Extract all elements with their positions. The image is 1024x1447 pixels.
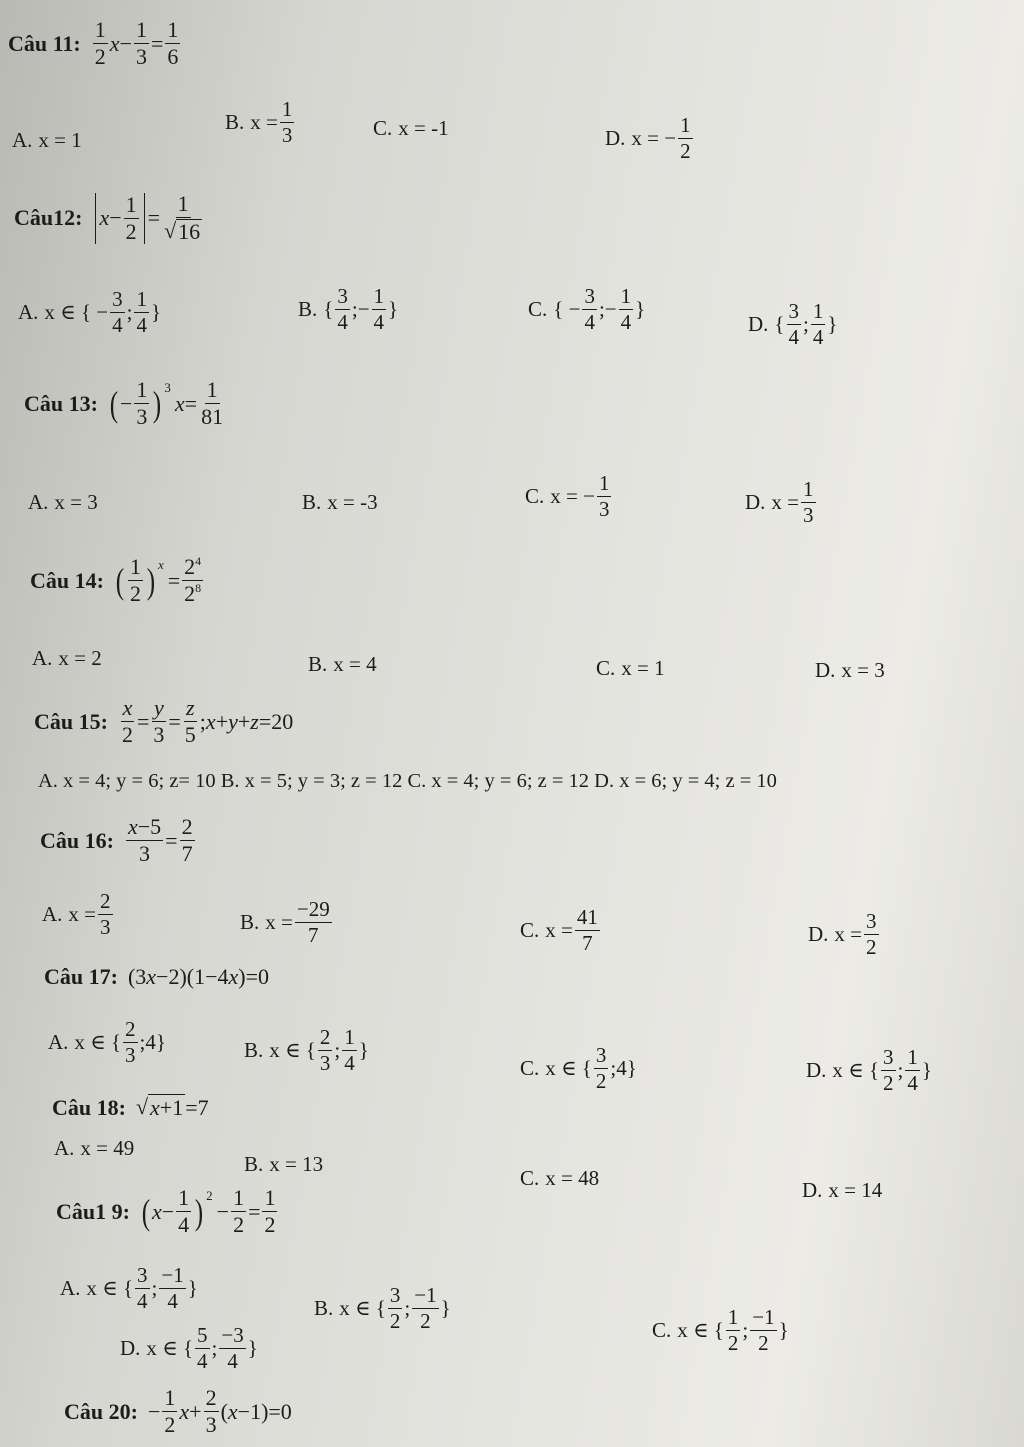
option-a: A. x = 1 xyxy=(12,128,82,152)
option-b: B. x ∈ { $\frac{3}{2}$ ; $\frac{-1}{2}$ } xyxy=(314,1283,451,1334)
option-d: D. x ∈ { $\frac{5}{4}$ ; $\frac{-3}{4}$ } xyxy=(120,1323,258,1374)
option-a: A. x = 49 xyxy=(54,1136,135,1160)
question-16: Câu 16: $\frac{x-5}{3}$ = $\frac{2}{7}$ xyxy=(40,814,193,867)
option-c: C. x ∈ { $\frac{1}{2}$ ; $\frac{-1}{2}$ } xyxy=(652,1305,789,1356)
option-b: B. x = $\frac{1}{3}$ xyxy=(225,97,293,148)
question-17: Câu 17: (3 x −2)(1−4 x )=0 xyxy=(44,964,270,989)
option-b: B. x = $\frac{-29}{7}$ xyxy=(240,897,330,948)
option-a: A. x = 2 xyxy=(32,646,102,670)
option-b: B. x = -3 xyxy=(302,490,378,514)
question-label: Câu1 9: xyxy=(56,1198,130,1224)
option-c: C. x = -1 xyxy=(373,116,449,140)
question-20: Câu 20: − $\frac{1}{2}$ x + $\frac{2}{3}$ ( x −1)=0 xyxy=(64,1385,292,1438)
option-d: D. x = − $\frac{1}{2}$ xyxy=(605,113,691,164)
question-label: Câu 13: xyxy=(24,390,98,416)
options-line-15: A. x = 4; y = 6; z= 10 B. x = 5; y = 3; z = 12 C. x = 4; y = 6; z = 12 D. x = 6; y = 4; z = 10 xyxy=(38,770,777,792)
option-c: C. x = 48 xyxy=(520,1166,600,1190)
option-d: D. x = $\frac{1}{3}$ xyxy=(745,477,814,528)
question-label: Câu 20: xyxy=(64,1398,138,1424)
option-a: A. x ∈ { $\frac{2}{3}$ ;4} xyxy=(48,1017,166,1068)
option-b: B. x = 4 xyxy=(308,652,377,676)
option-a: A. x = 3 xyxy=(28,490,98,514)
option-b: B. x ∈ { $\frac{2}{3}$ ; $\frac{1}{4}$ } xyxy=(244,1025,369,1076)
question-11: Câu 11: $\frac{1}{2}$ x − $\frac{1}{3}$ = $\frac{1}{6}$ xyxy=(8,17,179,70)
question-label: Câu 16: xyxy=(40,827,114,853)
question-label: Câu12: xyxy=(14,205,83,231)
option-d: D. x = $\frac{3}{2}$ xyxy=(808,909,877,960)
option-a: A. x ∈ { $\frac{3}{4}$ ; $\frac{-1}{4}$ } xyxy=(60,1263,198,1314)
option-d: D. x = 14 xyxy=(802,1178,883,1202)
option-a: A. x = $\frac{2}{3}$ xyxy=(42,889,111,940)
option-c: C. x = − $\frac{1}{3}$ xyxy=(525,471,610,522)
option-b: B. x = 13 xyxy=(244,1152,324,1176)
option-c: C. x ∈ { $\frac{3}{2}$ ;4} xyxy=(520,1043,637,1094)
option-d: D. x = 3 xyxy=(815,658,885,682)
question-label: Câu 17: xyxy=(44,964,118,989)
option-d: D. x ∈ { $\frac{3}{2}$ ; $\frac{1}{4}$ } xyxy=(806,1045,932,1096)
question-15: Câu 15: $\frac{x}{2}$ = $\frac{y}{3}$ = $\frac{z}{5}$ ; x + y + z =20 xyxy=(34,695,294,748)
question-14: Câu 14: ( $\frac{1}{2}$ ) x = $\frac{2^4}{2^8}$ xyxy=(30,554,202,607)
option-c: C. x = $\frac{41}{7}$ xyxy=(520,905,598,956)
option-d: D. { $\frac{3}{4}$ ; $\frac{1}{4}$ } xyxy=(748,299,838,350)
question-label: Câu 15: xyxy=(34,708,108,734)
question-13: Câu 13: ( − $\frac{1}{3}$ ) 3 x = $\frac{1}{81}$ xyxy=(24,377,224,430)
question-label: Câu 18: xyxy=(52,1094,126,1120)
question-label: Câu 14: xyxy=(30,567,104,593)
option-c: C. x = 1 xyxy=(596,656,665,680)
option-c: C. { − $\frac{3}{4}$ ;− $\frac{1}{4}$ } xyxy=(528,284,646,335)
option-a: A. x ∈ { − $\frac{3}{4}$ ; $\frac{1}{4}$ } xyxy=(18,287,162,338)
question-19: Câu1 9: ( x − $\frac{1}{4}$ ) 2 − $\frac{1}{2}$ = $\frac{1}{2}$ xyxy=(56,1185,276,1238)
option-b: B. { $\frac{3}{4}$ ;− $\frac{1}{4}$ } xyxy=(298,284,399,335)
question-12: Câu12: x − $\frac{1}{2}$ = 1 √ 16 xyxy=(14,191,201,245)
question-label: Câu 11: xyxy=(8,30,81,56)
question-18: Câu 18: √ x+1 =7 xyxy=(52,1094,209,1120)
